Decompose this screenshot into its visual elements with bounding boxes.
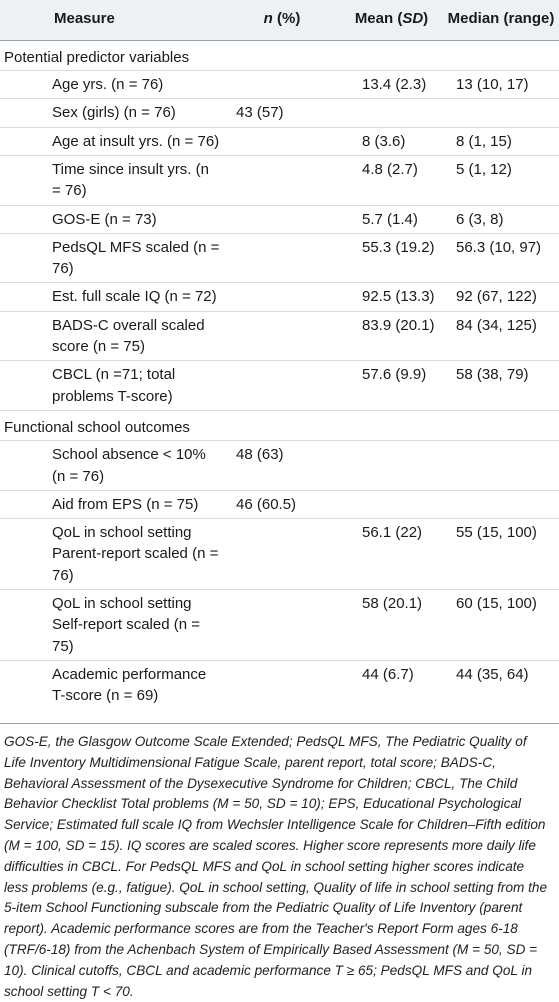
header-n-italic: n xyxy=(263,10,273,27)
cell-mean-sd: 57.6 (9.9) xyxy=(340,361,443,411)
cell-median-range: 56.3 (10, 97) xyxy=(443,233,559,283)
cell-n-pct xyxy=(224,127,340,155)
cell-mean-sd: 4.8 (2.7) xyxy=(340,155,443,205)
table-footnote: GOS-E, the Glasgow Outcome Scale Extended; PedsQL MFS, The Pediatric Quality of Life Inventory Multidimensional Fatigue Scale, parent report, total score; BADS-C, Behavioral Assessment of the Dysexecutive Syndrome for Children; CBCL, The Child Behavior Checklist Total problems (M = 50, SD = 10); EPS, Educational Psychological Service; Estimated full scale IQ from Wechsler Intelligence Scale for Children–Fifth edition (M = 100, SD = 15). IQ scores are scaled scores. Higher score represents more daily life difficulties in CBCL. For PedsQL MFS and QoL in school setting higher scores indicate less problems (e.g., fatigue). QoL in school setting, Quality of life in school setting from the 5-item School Functioning subscale from the Pediatric Quality of Life Inventory (parent report). Academic performance scores are from the Teacher's Report Form ages 6-18 (TRF/6-18) from the Achenbach System of Empirically Based Assessment (M = 50, SD = 10). Clinical cutoffs, CBCL and academic performance T ≥ 65; PedsQL MFS and QoL in school setting T < 70. xyxy=(4,734,548,999)
header-mean xyxy=(340,0,443,40)
table-row xyxy=(0,127,559,155)
table-row xyxy=(0,660,559,709)
cell-median-range: 8 (1, 15) xyxy=(443,127,559,155)
header-row xyxy=(0,0,559,40)
table-row xyxy=(0,441,559,491)
section-row xyxy=(0,40,559,70)
cell-mean-sd xyxy=(340,490,443,518)
row-label: QoL in school setting Self-report scaled (n = 75) xyxy=(0,589,224,660)
cell-mean-sd: 55.3 (19.2) xyxy=(340,233,443,283)
row-label: PedsQL MFS scaled (n = 76) xyxy=(0,233,224,283)
table-row xyxy=(0,490,559,518)
cell-mean-sd xyxy=(340,99,443,127)
table-row xyxy=(0,311,559,361)
table-row xyxy=(0,589,559,660)
row-label: Est. full scale IQ (n = 72) xyxy=(0,283,224,311)
header-n-pct xyxy=(224,0,340,40)
cell-mean-sd: 83.9 (20.1) xyxy=(340,311,443,361)
cell-n-pct xyxy=(224,660,340,709)
cell-median-range: 92 (67, 122) xyxy=(443,283,559,311)
table-row xyxy=(0,155,559,205)
cell-mean-sd: 92.5 (13.3) xyxy=(340,283,443,311)
cell-mean-sd: 8 (3.6) xyxy=(340,127,443,155)
row-label: Time since insult yrs. (n = 76) xyxy=(0,155,224,205)
row-label: School absence < 10% (n = 76) xyxy=(0,441,224,491)
cell-n-pct xyxy=(224,155,340,205)
row-label: CBCL (n =71; total problems T-score) xyxy=(0,361,224,411)
cell-median-range: 84 (34, 125) xyxy=(443,311,559,361)
header-median: Median (range) xyxy=(447,10,555,27)
table-row xyxy=(0,233,559,283)
cell-n-pct xyxy=(224,283,340,311)
table-row xyxy=(0,71,559,99)
cell-n-pct xyxy=(224,589,340,660)
table-row xyxy=(0,99,559,127)
cell-median-range xyxy=(443,99,559,127)
row-label: Age at insult yrs. (n = 76) xyxy=(0,127,224,155)
table-body xyxy=(0,40,559,709)
cell-n-pct: 46 (60.5) xyxy=(224,490,340,518)
row-label: Sex (girls) (n = 76) xyxy=(0,99,224,127)
cell-median-range xyxy=(443,441,559,491)
header-mean-suffix: ) xyxy=(423,10,429,27)
table-row xyxy=(0,205,559,233)
section-row xyxy=(0,410,559,440)
cell-n-pct xyxy=(224,233,340,283)
table-row xyxy=(0,283,559,311)
row-label: Aid from EPS (n = 75) xyxy=(0,490,224,518)
footnote-divider xyxy=(0,723,559,724)
header-mean-sd: SD xyxy=(402,10,424,27)
section-title: Potential predictor variables xyxy=(0,40,559,70)
row-label: Academic performance T-score (n = 69) xyxy=(0,660,224,709)
header-n-pct-rest: (%) xyxy=(272,10,301,27)
table-row xyxy=(0,361,559,411)
cell-median-range: 58 (38, 79) xyxy=(443,361,559,411)
cell-mean-sd xyxy=(340,441,443,491)
row-label: GOS-E (n = 73) xyxy=(0,205,224,233)
cell-n-pct xyxy=(224,205,340,233)
cell-n-pct: 48 (63) xyxy=(224,441,340,491)
cell-median-range: 13 (10, 17) xyxy=(443,71,559,99)
cell-n-pct xyxy=(224,71,340,99)
cell-median-range: 44 (35, 64) xyxy=(443,660,559,709)
row-label: BADS-C overall scaled score (n = 75) xyxy=(0,311,224,361)
cell-mean-sd: 56.1 (22) xyxy=(340,519,443,590)
cell-median-range xyxy=(443,490,559,518)
cell-median-range: 6 (3, 8) xyxy=(443,205,559,233)
cell-mean-sd: 44 (6.7) xyxy=(340,660,443,709)
row-label: QoL in school setting Parent-report scaled (n = 76) xyxy=(0,519,224,590)
cell-median-range: 60 (15, 100) xyxy=(443,589,559,660)
table-header xyxy=(0,0,559,40)
table-row xyxy=(0,519,559,590)
cell-n-pct xyxy=(224,361,340,411)
cell-mean-sd: 13.4 (2.3) xyxy=(340,71,443,99)
header-mean-prefix: Mean ( xyxy=(354,10,403,27)
cell-median-range: 5 (1, 12) xyxy=(443,155,559,205)
cell-mean-sd: 5.7 (1.4) xyxy=(340,205,443,233)
row-label: Age yrs. (n = 76) xyxy=(0,71,224,99)
cell-n-pct: 43 (57) xyxy=(224,99,340,127)
section-title: Functional school outcomes xyxy=(0,410,559,440)
cell-n-pct xyxy=(224,519,340,590)
header-measure: Measure xyxy=(54,10,115,27)
cell-n-pct xyxy=(224,311,340,361)
cell-median-range: 55 (15, 100) xyxy=(443,519,559,590)
cell-mean-sd: 58 (20.1) xyxy=(340,589,443,660)
